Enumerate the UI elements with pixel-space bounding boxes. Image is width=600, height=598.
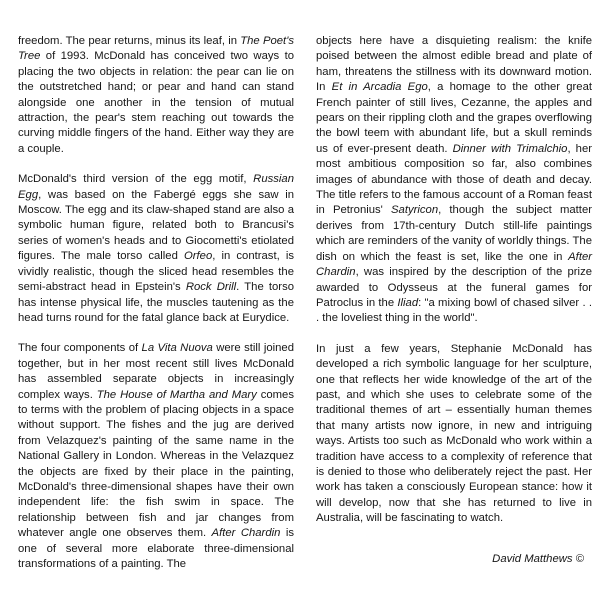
text-run: comes to terms with the problem of placing objects in a space without support. The fishes and the jug are derived from Velazquez's painting of the same name in the National Gallery in London. Whereas in the Velazquez the objects are fixed by their place in the painting, McDonald's three-dimensional shapes have their own independent life: the fish swim in space. The relationship between fish and jar changes from whatever angle one observes them. xyxy=(18,388,294,540)
text-run: objects here have a disquieting realism: the knife poised between the almost edible bread and plate of ham, threatens the stillness with its downward motion. In xyxy=(316,35,592,94)
text-run: were still joined together, but in her most recent still lives McDonald has assembled separate objects in increasingly complex ways. xyxy=(18,342,294,401)
paragraph xyxy=(18,34,294,157)
text-run: , her most ambitious composition so far, also combines images of abundance with those of death and decay. The title refers to the famous account of a Roman feast in Petronius' xyxy=(316,142,593,217)
italic-title: La Vita Nuova xyxy=(141,342,213,355)
text-run: , a homage to the other great French painter of still lives, Cezanne, the apples and pears on their rippling cloth and the grapes overflowing the bowl teem with abundant life, but a skull reminds us of ever-present death. xyxy=(316,81,592,155)
text-run: McDonald's third version of the egg motif, xyxy=(18,173,254,186)
italic-title: Russian Egg xyxy=(18,173,294,201)
text-run: In just a few years, Stephanie McDonald has developed a rich symbolic language for her sculpture, one that reflects her wide knowledge of the art of the past, and which she uses to celebrate some of the traditional themes of art – essentially human themes that many artists now ignore, in new and intriguing ways. Artists too such as McDonald who work within a tradition have access to a complexity of reference that is denied to those who deliberately reject the past. Her work has taken a consciously European stance: how it will develop, now that she has returned to live in Australia, will be fascinating to watch. xyxy=(316,342,592,525)
italic-title: Iliad xyxy=(397,296,419,309)
italic-title: Rock Drill xyxy=(185,281,237,294)
italic-title: The Poet's Tree xyxy=(18,35,294,63)
italic-title: After Chardin xyxy=(211,527,281,540)
italic-title: Et in Arcadia Ego xyxy=(331,81,428,94)
italic-title: After Chardin xyxy=(316,250,592,279)
text-run: . The torso has intense physical life, the muscles tautening as the head turns round for the fatal glance back at Eurydice. xyxy=(18,281,294,324)
text-run: , in contrast, is vividly realistic, though the sliced head resembles the semi-abstract head in Epstein's xyxy=(18,250,294,294)
author-signature: David Matthews © xyxy=(492,553,584,565)
italic-title: The House of Martha and Mary xyxy=(96,388,257,401)
text-run: of 1993. McDonald has conceived two ways to placing the two objects in relation: the pear can lie on the outstretched hand; or pear and hand can stand alongside one another in the tension of mutual attraction, the pear's stem reaching out towards the curving middle fingers of the hand. Either way they are a couple. xyxy=(18,50,294,155)
text-run: : "a mixing bowl of chased silver . . . the loveliest thing in the world". xyxy=(316,296,592,325)
italic-title: Satyricon xyxy=(391,204,439,217)
text-run: is one of several more elaborate three-dimensional transformations of a painting. The xyxy=(18,527,294,570)
right-column xyxy=(316,34,592,527)
left-column xyxy=(18,34,294,572)
text-run: The four components of xyxy=(18,342,142,355)
text-run: , though the subject matter derives from 17th-century Dutch still-life paintings which are reminders of the vanity of worldly things. The dish on which the feast is set, like the one in xyxy=(316,204,592,263)
paragraph xyxy=(316,34,592,327)
text-run: , was based on the Fabergé eggs she saw in Moscow. The egg and its claw-shaped stand are also a symbolic human figure, related both to Brancusi's series of women's heads and to Giocometti's etiolated figures. The male torso called xyxy=(18,188,294,263)
text-run: , was inspired by the description of the prize awarded to Odysseus at the funeral games for Patroclus in the xyxy=(316,266,592,309)
text-run: freedom. The pear returns, minus its leaf, in xyxy=(18,35,241,47)
paragraph xyxy=(18,172,294,326)
italic-title: Orfeo xyxy=(183,250,213,263)
paragraph xyxy=(316,342,592,527)
italic-title: Dinner with Trimalchio xyxy=(452,142,568,155)
paragraph xyxy=(18,341,294,572)
